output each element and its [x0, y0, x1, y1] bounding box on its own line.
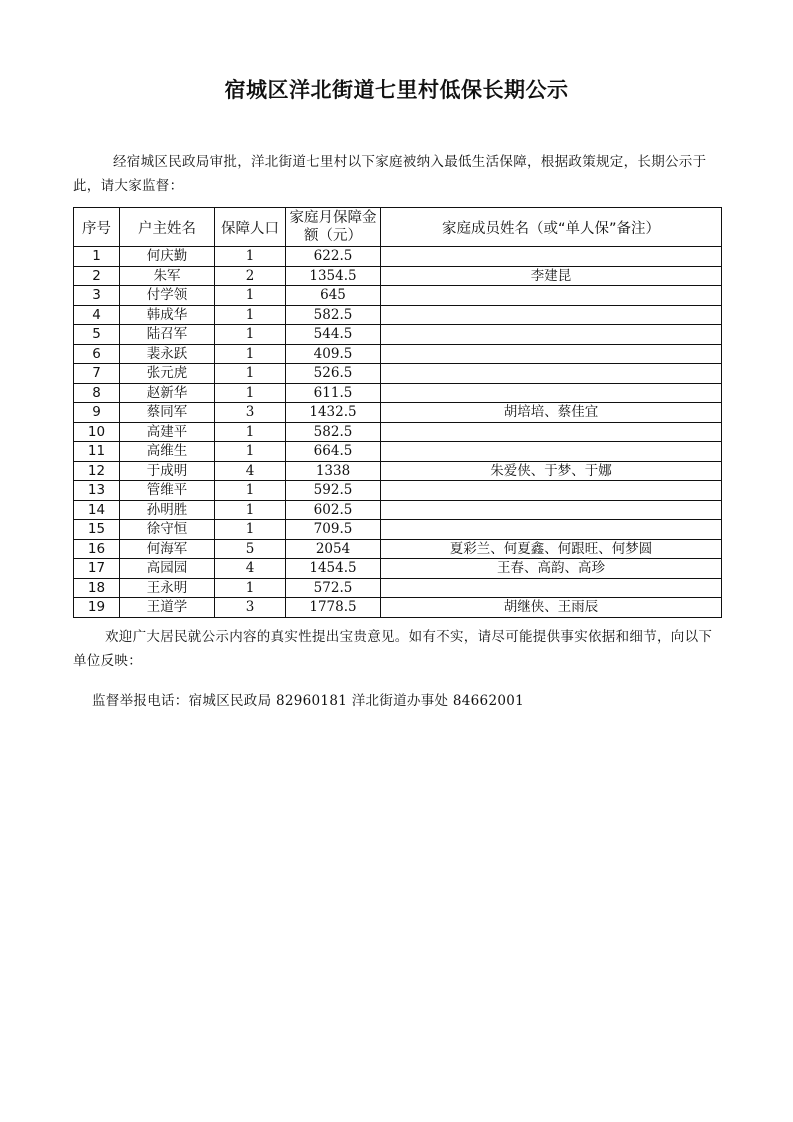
cell-family-members	[381, 286, 722, 306]
cell-family-members	[381, 520, 722, 540]
cell-head-name: 何海军	[120, 539, 215, 559]
cell-monthly-amount: 1338	[286, 461, 381, 481]
cell-covered-count: 1	[215, 578, 286, 598]
table-body	[74, 247, 722, 618]
cell-covered-count: 1	[215, 442, 286, 462]
cell-family-members: 胡培培、蔡佳宜	[381, 403, 722, 423]
document-title: 宿城区洋北街道七里村低保长期公示	[224, 77, 569, 102]
cell-family-members	[381, 422, 722, 442]
table-row	[74, 442, 722, 462]
hotline-line: 监督举报电话：宿城区民政局 82960181 洋北街道办事处 84662001	[92, 693, 524, 709]
header-index: 序号	[74, 208, 120, 247]
cell-index: 18	[74, 578, 120, 598]
cell-family-members	[381, 383, 722, 403]
cell-head-name: 蔡同军	[120, 403, 215, 423]
cell-head-name: 高建平	[120, 422, 215, 442]
table-header-row	[74, 208, 722, 247]
table-row	[74, 403, 722, 423]
cell-index: 19	[74, 598, 120, 618]
table-row	[74, 559, 722, 579]
cell-index: 1	[74, 247, 120, 267]
cell-index: 15	[74, 520, 120, 540]
cell-covered-count: 3	[215, 403, 286, 423]
cell-head-name: 裴永跃	[120, 344, 215, 364]
cell-head-name: 管维平	[120, 481, 215, 501]
header-family-members: 家庭成员姓名（或“单人保”备注）	[381, 208, 722, 247]
cell-head-name: 张元虎	[120, 364, 215, 384]
cell-index: 11	[74, 442, 120, 462]
cell-monthly-amount: 1354.5	[286, 266, 381, 286]
header-head-of-household: 户主姓名	[120, 208, 215, 247]
cell-family-members	[381, 364, 722, 384]
cell-covered-count: 1	[215, 481, 286, 501]
cell-index: 3	[74, 286, 120, 306]
cell-index: 7	[74, 364, 120, 384]
table-row	[74, 598, 722, 618]
cell-index: 9	[74, 403, 120, 423]
cell-index: 2	[74, 266, 120, 286]
cell-monthly-amount: 572.5	[286, 578, 381, 598]
table-row	[74, 422, 722, 442]
cell-family-members	[381, 442, 722, 462]
cell-monthly-amount: 544.5	[286, 325, 381, 345]
cell-covered-count: 1	[215, 422, 286, 442]
assistance-table	[73, 207, 722, 618]
cell-family-members	[381, 578, 722, 598]
cell-covered-count: 5	[215, 539, 286, 559]
cell-covered-count: 1	[215, 500, 286, 520]
header-monthly-amount: 家庭月保障金额（元）	[286, 208, 381, 247]
cell-covered-count: 1	[215, 383, 286, 403]
cell-head-name: 赵新华	[120, 383, 215, 403]
table-row	[74, 247, 722, 267]
table-row	[74, 481, 722, 501]
table-row	[74, 286, 722, 306]
cell-covered-count: 1	[215, 520, 286, 540]
closing-paragraph: 欢迎广大居民就公示内容的真实性提出宝贵意见。如有不实，请尽可能提供事实依据和细节，向以下单位反映：	[73, 629, 713, 669]
table-row	[74, 266, 722, 286]
cell-head-name: 朱军	[120, 266, 215, 286]
table-row	[74, 364, 722, 384]
cell-family-members	[381, 500, 722, 520]
table-row	[74, 520, 722, 540]
cell-index: 4	[74, 305, 120, 325]
cell-index: 5	[74, 325, 120, 345]
cell-covered-count: 2	[215, 266, 286, 286]
cell-covered-count: 1	[215, 286, 286, 306]
table-row	[74, 305, 722, 325]
cell-monthly-amount: 622.5	[286, 247, 381, 267]
cell-family-members	[381, 344, 722, 364]
cell-index: 12	[74, 461, 120, 481]
cell-covered-count: 4	[215, 559, 286, 579]
cell-monthly-amount: 602.5	[286, 500, 381, 520]
table-row	[74, 383, 722, 403]
cell-covered-count: 1	[215, 364, 286, 384]
cell-monthly-amount: 645	[286, 286, 381, 306]
table-row	[74, 500, 722, 520]
header-covered-count: 保障人口	[215, 208, 286, 247]
cell-head-name: 王道学	[120, 598, 215, 618]
cell-covered-count: 1	[215, 305, 286, 325]
cell-index: 16	[74, 539, 120, 559]
cell-monthly-amount: 526.5	[286, 364, 381, 384]
cell-family-members: 王春、高韵、高珍	[381, 559, 722, 579]
cell-monthly-amount: 709.5	[286, 520, 381, 540]
cell-monthly-amount: 611.5	[286, 383, 381, 403]
intro-paragraph: 经宿城区民政局审批，洋北街道七里村以下家庭被纳入最低生活保障，根据政策规定，长期公示于此，请大家监督：	[73, 154, 707, 194]
cell-head-name: 高维生	[120, 442, 215, 462]
cell-monthly-amount: 1778.5	[286, 598, 381, 618]
cell-monthly-amount: 409.5	[286, 344, 381, 364]
cell-head-name: 徐守恒	[120, 520, 215, 540]
cell-monthly-amount: 582.5	[286, 305, 381, 325]
cell-head-name: 何庆勤	[120, 247, 215, 267]
cell-family-members	[381, 247, 722, 267]
cell-head-name: 付学领	[120, 286, 215, 306]
cell-covered-count: 4	[215, 461, 286, 481]
cell-family-members: 朱爱侠、于梦、于娜	[381, 461, 722, 481]
table-row	[74, 344, 722, 364]
cell-monthly-amount: 1432.5	[286, 403, 381, 423]
cell-head-name: 孙明胜	[120, 500, 215, 520]
cell-monthly-amount: 664.5	[286, 442, 381, 462]
cell-covered-count: 1	[215, 247, 286, 267]
cell-monthly-amount: 1454.5	[286, 559, 381, 579]
cell-head-name: 高园园	[120, 559, 215, 579]
cell-head-name: 于成明	[120, 461, 215, 481]
cell-covered-count: 3	[215, 598, 286, 618]
cell-head-name: 陆召军	[120, 325, 215, 345]
table-row	[74, 461, 722, 481]
cell-head-name: 王永明	[120, 578, 215, 598]
cell-index: 6	[74, 344, 120, 364]
cell-index: 8	[74, 383, 120, 403]
cell-index: 13	[74, 481, 120, 501]
cell-index: 17	[74, 559, 120, 579]
cell-monthly-amount: 592.5	[286, 481, 381, 501]
cell-family-members: 夏彩兰、何夏鑫、何跟旺、何梦圆	[381, 539, 722, 559]
cell-family-members	[381, 305, 722, 325]
cell-index: 10	[74, 422, 120, 442]
table-row	[74, 325, 722, 345]
cell-index: 14	[74, 500, 120, 520]
table-row	[74, 578, 722, 598]
cell-family-members	[381, 325, 722, 345]
cell-family-members	[381, 481, 722, 501]
table-row	[74, 539, 722, 559]
cell-head-name: 韩成华	[120, 305, 215, 325]
cell-family-members: 胡继侠、王雨辰	[381, 598, 722, 618]
cell-covered-count: 1	[215, 344, 286, 364]
cell-monthly-amount: 2054	[286, 539, 381, 559]
cell-covered-count: 1	[215, 325, 286, 345]
cell-monthly-amount: 582.5	[286, 422, 381, 442]
cell-family-members: 李建昆	[381, 266, 722, 286]
